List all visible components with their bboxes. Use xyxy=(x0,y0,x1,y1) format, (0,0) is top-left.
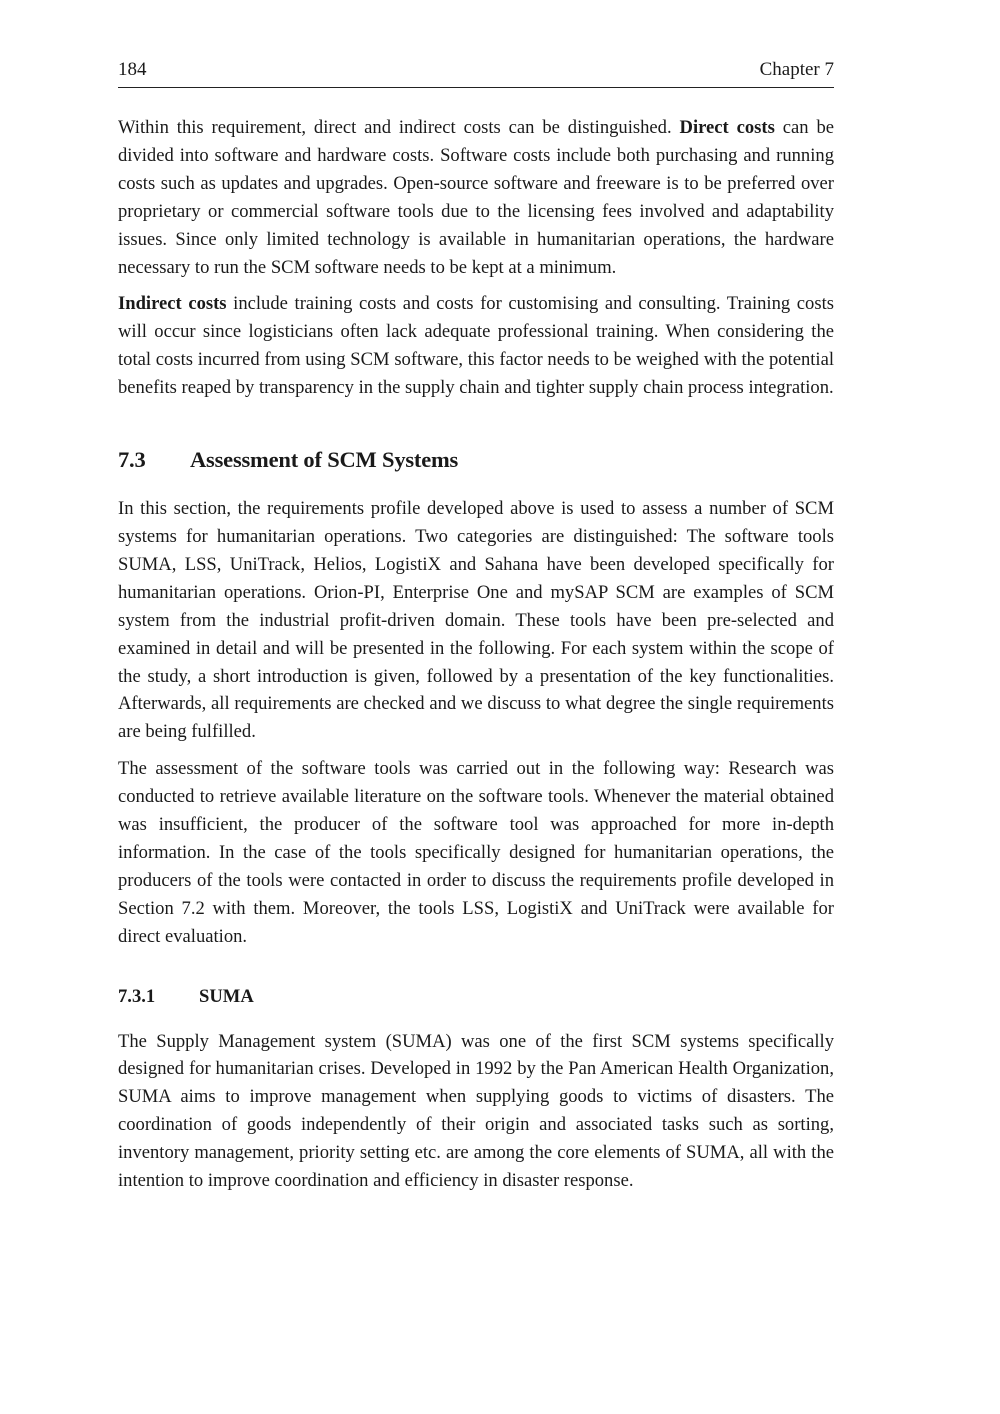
paragraph-text: can be divided into software and hardware costs. Software costs include both purchasing and running costs such as updates and upgrades. Open-source software and freeware is to be preferred over proprietary or commercial software tools due to the licensing fees involved and adaptability issues. Since only limited technology is available in humanitarian operations, the hardware necessary to run the SCM software needs to be kept at a minimum. xyxy=(118,117,835,278)
section-number: 7.3 xyxy=(118,447,146,473)
body-text xyxy=(118,114,834,1195)
page xyxy=(118,56,834,1195)
paragraph-text: Within this requirement, direct and indirect costs can be distinguished. xyxy=(118,117,680,138)
section-title: Assessment of SCM Systems xyxy=(190,447,459,473)
paragraph-assessment-method: The assessment of the software tools was carried out in the following way: Research was conducted to retrieve available literature on the software tools. Whenever the material obtained was insufficient, the producer of the software tool was approached for more in-depth information. In the case of the tools specifically designed for humanitarian operations, the producers of the tools were contacted in order to discuss the requirements profile developed in Section 7.2 with them. Moreover, the tools LSS, LogistiX and UniTrack were available for direct evaluation. xyxy=(118,758,834,947)
bold-term-indirect-costs: Indirect costs xyxy=(118,293,227,315)
paragraph-direct-costs xyxy=(118,114,834,281)
subsection-heading xyxy=(118,983,834,1011)
paragraph-suma-intro: The Supply Management system (SUMA) was one of the first SCM systems specifically designed for humanitarian crises. Developed in 1992 by the Pan American Health Organization, SUMA aims to improve management when supplying goods to victims of disasters. The coordination of goods independently of their origin and associated tasks such as sorting, inventory management, priority setting etc. are among the core elements of SUMA, all with the intention to improve coordination and efficiency in disaster response. xyxy=(118,1030,834,1192)
section-heading xyxy=(118,445,834,475)
subsection-number: 7.3.1 xyxy=(118,985,156,1007)
page-number: 184 xyxy=(118,59,147,80)
chapter-label: Chapter 7 xyxy=(759,59,834,80)
paragraph-text: include training costs and costs for customising and consulting. Training costs will occur since logisticians often lack adequate professional training. When considering the total costs incurred from using SCM software, this factor needs to be weighed with the potential benefits reaped by transparency in the supply chain and tighter supply chain process integration. xyxy=(118,293,834,399)
bold-term-direct-costs: Direct costs xyxy=(679,117,775,138)
subsection-title: SUMA xyxy=(199,985,254,1007)
running-head xyxy=(118,56,834,88)
paragraph-section-intro: In this section, the requirements profile developed above is used to assess a number of SCM systems for humanitarian operations. Two categories are distinguished: The software tools SUMA, LSS, UniTrack, Helios, LogistiX and Sahana have been developed specifically for humanitarian operations. Orion-PI, Enterprise One and mySAP SCM are examples of SCM system from the industrial profit-driven domain. These tools have been pre-selected and examined in detail and will be presented in the following. For each system within the scope of the study, a short introduction is given, followed by a presentation of the key functionalities. Afterwards, all requirements are checked and we discuss to what degree the single requirements are being fulfilled. xyxy=(118,498,834,743)
paragraph-indirect-costs xyxy=(118,290,834,402)
